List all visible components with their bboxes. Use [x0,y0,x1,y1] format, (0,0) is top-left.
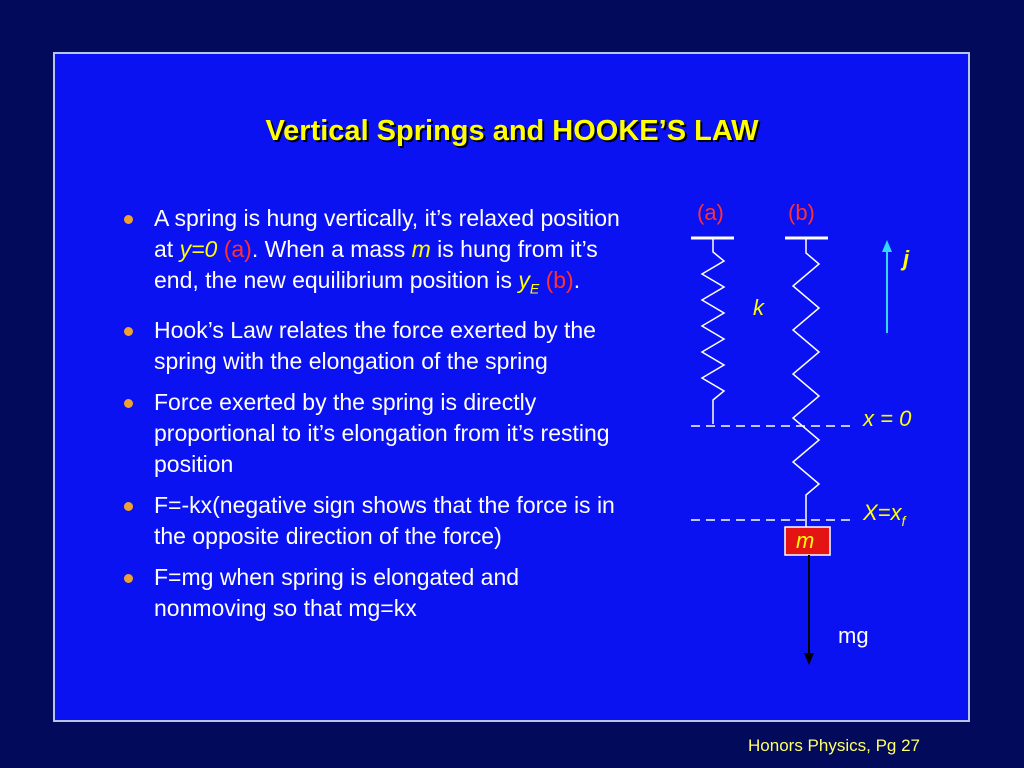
label-x0: x = 0 [863,406,912,431]
label-m: m [796,528,815,553]
label-j: j [903,246,910,271]
bullet-item: Force exerted by the spring is directly proportional to it’s elongation from it’s resting position [120,387,630,480]
bullet-item: F=-kx(negative sign shows that the force is in the opposite direction of the force) [120,490,630,552]
label-mg: mg [838,623,869,648]
label-k: k [753,295,764,320]
bullet-item: A spring is hung vertically, it’s relaxed position at y=0 (a). When a mass m is hung from it’s end, the new equilibrium position is $y_E$ (b). [120,203,630,305]
bullet-item: F=mg when spring is elongated and nonmoving so that mg=kx [120,562,630,624]
label-xf-main: X=x [863,500,902,525]
footer-page-label: Honors Physics, Pg 27 [748,736,920,755]
spring-b [793,238,819,534]
bullet-item: Hook’s Law relates the force exerted by the spring with the elongation of the spring [120,315,630,377]
label-xf-sub: f [901,513,906,529]
slide-title: Vertical Springs and HOOKE’S LAW [265,115,759,147]
label-b: (b) [788,200,815,225]
arrow-up-icon [882,240,892,252]
label-a: (a) [697,200,724,225]
label-xf [862,500,908,529]
arrow-down-icon [804,653,814,665]
spring-a [702,238,724,424]
